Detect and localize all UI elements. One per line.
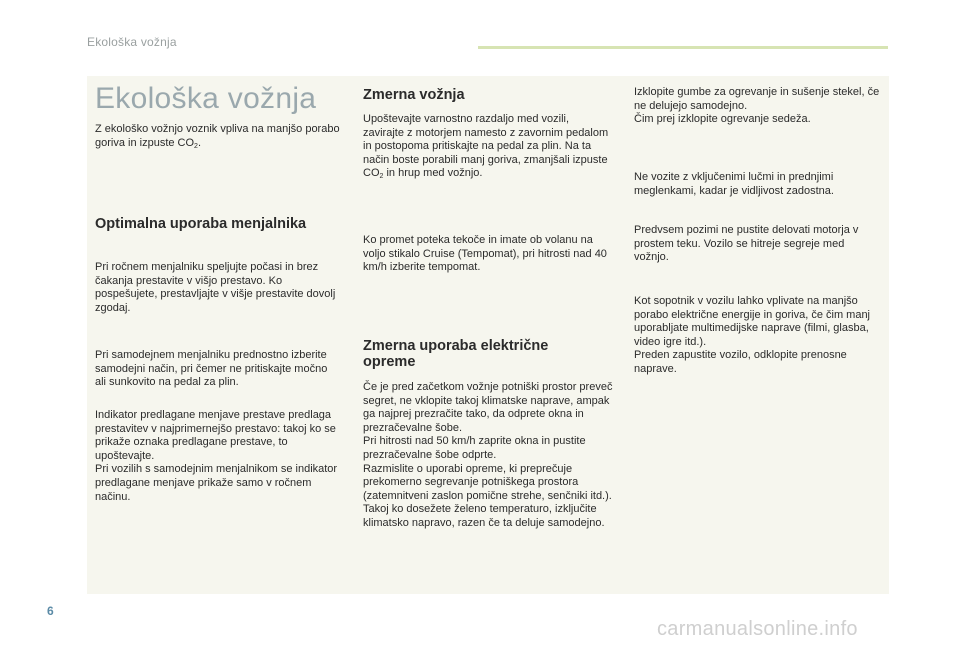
passenger-text-2: Preden zapustite vozilo, odklopite prenosne naprave. — [634, 349, 847, 375]
electrical-text-3: Razmislite o uporabi opreme, ki preprečuje prekomerno segrevanje potniškega prostora (zatemnitveni zaslon pomične strehe, senčniki itd.). — [363, 462, 612, 502]
paragraph-idling: Predvsem pozimi ne pustite delovati motorja v prostem teku. Vozilo se hitreje segreje med vožnjo. — [634, 224, 859, 264]
moderate-driving-subscript: 2 — [379, 173, 384, 181]
electrical-text-4: Takoj ko dosežete želeno temperaturo, izključite klimatsko napravo, razen če ta deluje samodejno. — [363, 503, 605, 529]
paragraph-lights: Ne vozite z vključenimi lučmi in prednjimi meglenkami, kadar je vidljivost zadostna. — [634, 171, 834, 197]
intro-text: Z ekološko vožnjo voznik vpliva na manjšo porabo goriva in izpuste CO — [95, 123, 340, 149]
watermark: carmanualsonline.info — [657, 618, 858, 640]
page-title: Ekološka vožnja — [95, 82, 317, 115]
intro-end: . — [197, 136, 202, 149]
electrical-text-2: Pri hitrosti nad 50 km/h zaprite okna in pustite prezračevalne šobe odprte. — [363, 435, 586, 461]
gear-indicator-text-2: Pri vozilih s samodejnim menjalnikom se indikator predlagane menjave prikaže samo v ročnem načinu. — [95, 463, 338, 503]
paragraph-cruise-control: Ko promet poteka tekoče in imate ob volanu na voljo stikalo Cruise (Tempomat), pri hitrosti nad 40 km/h izberite tempomat. — [363, 234, 607, 274]
heating-text-1: Izklopite gumbe za ogrevanje in sušenje stekel, če ne delujejo samodejno. — [634, 86, 880, 112]
intro-paragraph — [95, 123, 340, 151]
heating-text-2: Čim prej izklopite ogrevanje sedeža. — [634, 113, 811, 126]
paragraph-passenger — [634, 295, 882, 377]
page-number: 6 — [47, 604, 54, 618]
header-bar — [478, 46, 888, 49]
section-title-moderate-driving: Zmerna vožnja — [363, 87, 465, 103]
paragraph-manual-gearbox: Pri ročnem menjalniku speljujte počasi in brez čakanja prestavite v višjo prestavo. Ko pospešujete, prestavljajte v višje prestavite dovolj zgodaj. — [95, 261, 336, 314]
moderate-driving-end: in hrup med vožnjo. — [383, 167, 483, 180]
content-panel — [87, 76, 889, 594]
header-title: Ekološka vožnja — [87, 35, 177, 49]
paragraph-heating-buttons — [634, 86, 882, 127]
electrical-title-line-2: opreme — [363, 354, 416, 370]
section-title-electrical-equipment — [363, 338, 618, 370]
paragraph-automatic-gearbox: Pri samodejnem menjalniku prednostno izberite samodejni način, pri čemer ne pritiskajte močno ali sunkovito na pedal za plin. — [95, 349, 328, 389]
electrical-title-line-1: Zmerna uporaba električne — [363, 338, 549, 354]
paragraph-moderate-driving — [363, 113, 613, 182]
gear-indicator-text-1: Indikator predlagane menjave prestave predlaga prestavitev v najprimernejšo prestavo: takoj ko se prikaže oznaka predlagane prestave, to upoštevajte. — [95, 409, 336, 462]
paragraph-gear-indicator — [95, 409, 345, 504]
moderate-driving-text: Upoštevajte varnostno razdaljo med vozili, zavirajte z motorjem namesto z zavornim pedalom in postopoma pritiskajte na pedal za plin. Na ta način boste porabili manj goriva, zmanjšali izpuste CO — [363, 113, 609, 180]
passenger-text-1: Kot sopotnik v vozilu lahko vplivate na manjšo porabo električne energije in goriva, če čim manj uporabljate multimedijske naprave (filmi, glasba, video igre itd.). — [634, 295, 871, 348]
electrical-text-1: Če je pred začetkom vožnje potniški prostor preveč segret, ne vklopite takoj klimatske naprave, ampak ga najprej prezračite tako, da odprete okna in prezračevalne šobe. — [363, 381, 613, 434]
section-title-gearbox: Optimalna uporaba menjalnika — [95, 216, 307, 232]
paragraph-electrical-equipment — [363, 381, 618, 531]
intro-subscript: 2 — [194, 142, 198, 150]
